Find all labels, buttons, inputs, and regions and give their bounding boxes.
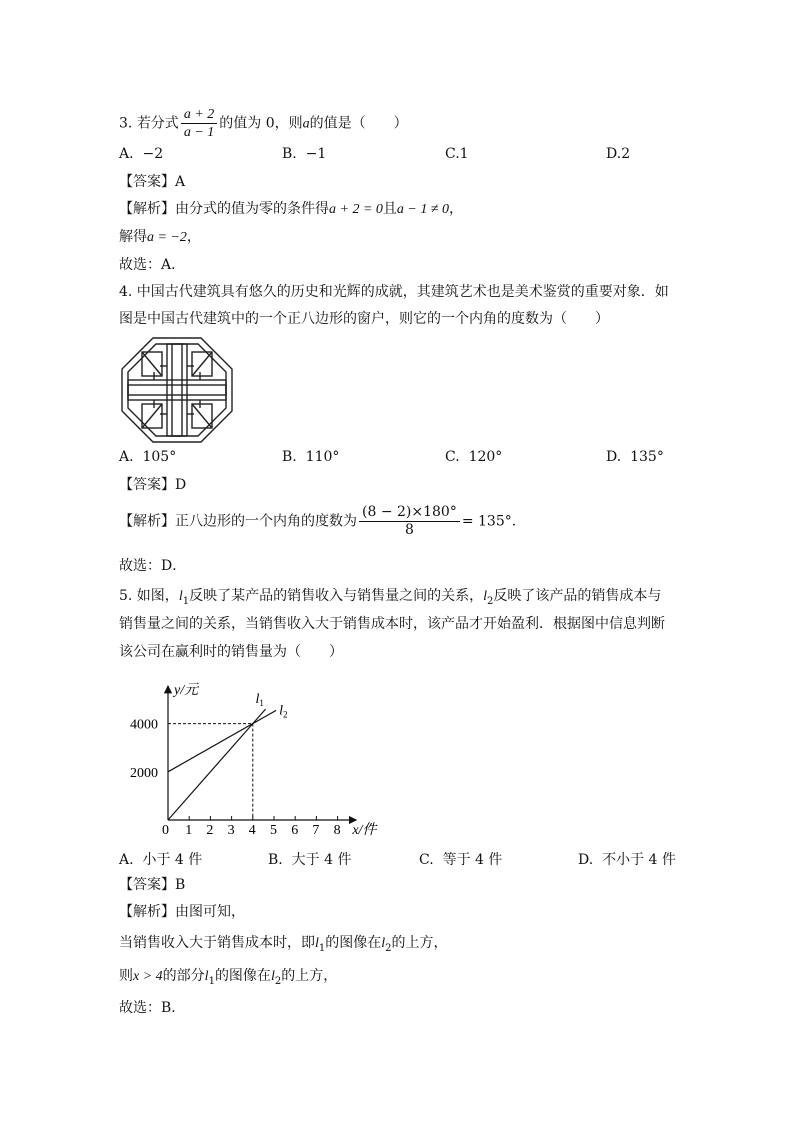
q4-option-b: B. 110° <box>282 449 340 465</box>
x-tick-label: 8 <box>333 823 341 838</box>
q3-option-c: C.1 <box>445 146 469 162</box>
octagon-window-figure <box>120 336 234 444</box>
q4-stem-line1: 4. 中国古代建筑具有悠久的历史和光辉的成就，其建筑艺术也是美术鉴赏的重要对象．如 <box>119 284 669 300</box>
series-label-l2: $l_2$ <box>279 703 288 720</box>
q3-stem-after: 的值是（ ） <box>309 115 408 132</box>
q5-answer: 【答案】B <box>119 877 186 893</box>
x-tick-label: 6 <box>291 823 299 838</box>
q5-analysis-line1: 【解析】由图可知， <box>119 904 245 920</box>
series-line-l1 <box>168 709 266 820</box>
q5-option-d: D. 不小于 4 件 <box>578 852 676 868</box>
q4-stem-line2: 图是中国古代建筑中的一个正八边形的窗户，则它的一个内角的度数为（ ） <box>119 311 609 327</box>
q5-stem-line1: 5. 如图，$l_1$反映了某产品的销售收入与销售量之间的关系，$l_2$反映了该产品的销售成本与 <box>119 588 662 607</box>
y-tick-label: 4000 <box>130 717 158 733</box>
q3-fraction-denominator: a − 1 <box>183 125 215 140</box>
chart-y-axis-label: y/元 <box>174 682 199 698</box>
x-tick-label: 2 <box>206 823 214 838</box>
q3-answer: 【答案】A <box>119 174 186 190</box>
q5-option-c: C. 等于 4 件 <box>419 852 503 868</box>
q3-analysis-line1: 【解析】由分式的值为零的条件得a + 2 = 0且a − 1 ≠ 0， <box>119 201 464 217</box>
q3-stem <box>119 106 408 141</box>
q4-answer: 【答案】D <box>119 477 187 493</box>
q4-option-a: A. 105° <box>119 449 177 465</box>
q5-stem-line2: 销售量之间的关系，当销售收入大于销售成本时，该产品才开始盈利．根据图中信息判断 <box>119 616 665 632</box>
q3-option-b: B. −1 <box>282 146 327 162</box>
q3-analysis-line2: 解得a = −2， <box>119 229 201 245</box>
chart-x-axis-label: x/件 <box>352 823 377 838</box>
x-tick-label: 1 <box>185 823 193 838</box>
y-tick-label: 2000 <box>130 765 158 781</box>
q4-conclusion: 故选：D． <box>119 558 187 574</box>
q3-option-d: D.2 <box>606 146 631 162</box>
q5-option-b: B. 大于 4 件 <box>268 852 352 868</box>
x-tick-label: 7 <box>312 823 320 838</box>
q3-fraction-numerator: a + 2 <box>181 106 217 124</box>
q4-fraction-numerator: (8 − 2)×180° <box>359 504 460 522</box>
x-tick-label: 3 <box>227 823 235 838</box>
q4-fraction <box>359 504 460 539</box>
q3-fraction <box>181 106 217 141</box>
q3-stem-before: 若分式 <box>136 115 179 132</box>
q5-analysis-line3: 则x > 4的部分$l_1$的图像在$l_2$的上方， <box>119 968 338 987</box>
x-tick-label: 0 <box>162 823 169 838</box>
q3-variable: a <box>302 116 310 132</box>
q5-chart <box>120 668 390 842</box>
q4-option-c: C. 120° <box>445 449 503 465</box>
q5-conclusion: 故选：B． <box>119 1000 186 1016</box>
q4-option-d: D. 135° <box>606 449 664 465</box>
q3-option-a: A. −2 <box>119 146 164 162</box>
series-label-l1: $l_1$ <box>255 692 264 709</box>
q4-fraction-denominator: 8 <box>404 522 414 538</box>
x-tick-label: 5 <box>270 823 277 838</box>
q5-option-a: A. 小于 4 件 <box>119 852 203 868</box>
q5-analysis-line2: 当销售收入大于销售成本时，即$l_1$的图像在$l_2$的上方， <box>119 935 448 954</box>
x-tick-label: 4 <box>248 823 256 838</box>
q4-analysis: 【解析】正八边形的一个内角的度数为 $\frac{(8 - 2)\times 180^\circ}{8}$ = 135°． <box>119 504 526 538</box>
q3-stem-mid: 的值为 0，则 <box>219 115 303 132</box>
q3-conclusion: 故选：A． <box>119 257 186 273</box>
q5-stem-line3: 该公司在赢利时的销售量为（ ） <box>119 644 343 660</box>
q3-number: 3. <box>119 115 133 132</box>
series-line-l2 <box>168 710 276 771</box>
